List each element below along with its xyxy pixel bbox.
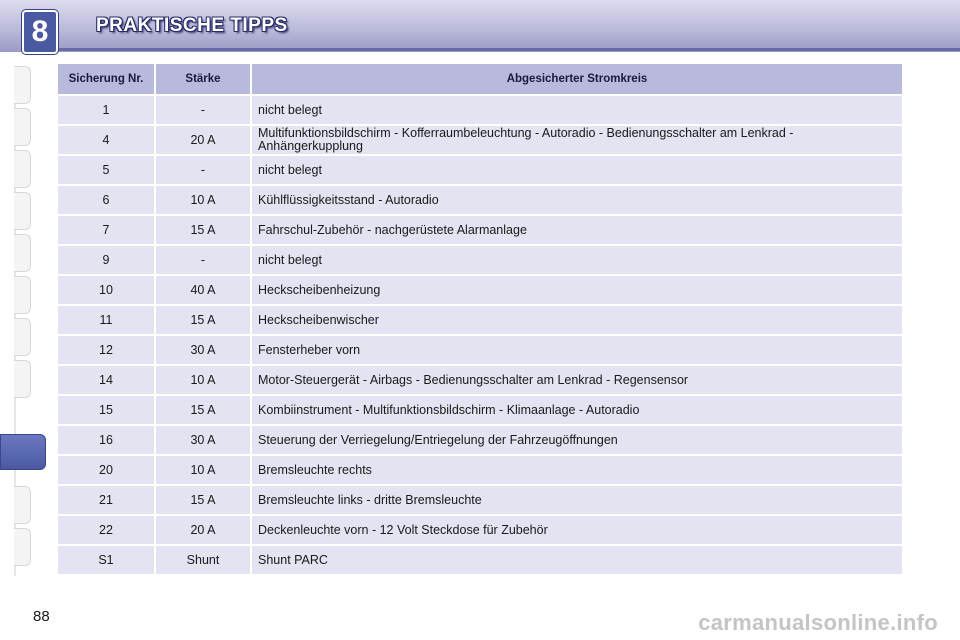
page-title: PRAKTISCHE TIPPS <box>96 15 288 36</box>
table-row <box>58 186 902 214</box>
cell-fuse-no: 5 <box>58 156 154 184</box>
cell-fuse-no: 15 <box>58 396 154 424</box>
chapter-tab[interactable] <box>14 108 31 146</box>
table-header-row <box>58 64 902 94</box>
column-header-fuse-no: Sicherung Nr. <box>58 64 154 94</box>
cell-circuit: Bremsleuchte links - dritte Bremsleuchte <box>252 486 902 514</box>
cell-rating: - <box>156 246 250 274</box>
cell-fuse-no: 21 <box>58 486 154 514</box>
header-divider <box>40 48 960 51</box>
cell-fuse-no: 4 <box>58 126 154 154</box>
table-row <box>58 246 902 274</box>
chapter-tab[interactable] <box>14 150 31 188</box>
cell-circuit: Kühlflüssigkeitsstand - Autoradio <box>252 186 902 214</box>
watermark: carmanualsonline.info <box>698 610 938 635</box>
cell-circuit: Fensterheber vorn <box>252 336 902 364</box>
cell-fuse-no: 10 <box>58 276 154 304</box>
page-number: 88 <box>33 608 50 625</box>
cell-fuse-no: 1 <box>58 96 154 124</box>
cell-circuit: Heckscheibenwischer <box>252 306 902 334</box>
cell-rating: 30 A <box>156 426 250 454</box>
table-row <box>58 276 902 304</box>
table-row <box>58 396 902 424</box>
table-row <box>58 486 902 514</box>
table-row <box>58 516 902 544</box>
cell-rating: 15 A <box>156 486 250 514</box>
cell-circuit: Kombiinstrument - Multifunktionsbildschirm - Klimaanlage - Autoradio <box>252 396 902 424</box>
cell-rating: 30 A <box>156 336 250 364</box>
chapter-tab[interactable] <box>14 360 31 398</box>
cell-circuit: nicht belegt <box>252 96 902 124</box>
cell-rating: 20 A <box>156 126 250 154</box>
chapter-tab[interactable] <box>14 234 31 272</box>
column-header-circuit: Abgesicherter Stromkreis <box>252 64 902 94</box>
cell-rating: 20 A <box>156 516 250 544</box>
cell-fuse-no: 7 <box>58 216 154 244</box>
chapter-tab[interactable] <box>14 318 31 356</box>
cell-rating: 40 A <box>156 276 250 304</box>
table-row <box>58 126 902 154</box>
cell-fuse-no: 16 <box>58 426 154 454</box>
table-row <box>58 306 902 334</box>
cell-circuit: Steuerung der Verriegelung/Entriegelung der Fahrzeugöffnungen <box>252 426 902 454</box>
cell-circuit: Heckscheibenheizung <box>252 276 902 304</box>
chapter-tab-active[interactable] <box>0 434 46 470</box>
chapter-tabs <box>14 66 32 576</box>
chapter-tab[interactable] <box>14 276 31 314</box>
cell-fuse-no: 11 <box>58 306 154 334</box>
cell-circuit: Shunt PARC <box>252 546 902 574</box>
cell-circuit: Fahrschul-Zubehör - nachgerüstete Alarmanlage <box>252 216 902 244</box>
cell-circuit: Multifunktionsbildschirm - Kofferraumbeleuchtung - Autoradio - Bedienungsschalter am Lenkrad - Anhängerkupplung <box>252 126 902 154</box>
table-row <box>58 426 902 454</box>
table-row <box>58 336 902 364</box>
cell-circuit: Bremsleuchte rechts <box>252 456 902 484</box>
cell-rating: 10 A <box>156 366 250 394</box>
cell-rating: - <box>156 156 250 184</box>
cell-fuse-no: 9 <box>58 246 154 274</box>
chapter-tab[interactable] <box>14 192 31 230</box>
cell-circuit: nicht belegt <box>252 156 902 184</box>
cell-rating: 15 A <box>156 306 250 334</box>
cell-rating: 10 A <box>156 456 250 484</box>
cell-rating: 15 A <box>156 216 250 244</box>
cell-rating: 10 A <box>156 186 250 214</box>
fuse-table <box>56 62 904 576</box>
cell-fuse-no: S1 <box>58 546 154 574</box>
chapter-tab[interactable] <box>14 66 31 104</box>
chapter-badge: 8 <box>22 10 58 54</box>
table-row <box>58 156 902 184</box>
cell-circuit: Deckenleuchte vorn - 12 Volt Steckdose für Zubehör <box>252 516 902 544</box>
chapter-tab[interactable] <box>14 486 31 524</box>
column-header-rating: Stärke <box>156 64 250 94</box>
table-row <box>58 456 902 484</box>
cell-fuse-no: 12 <box>58 336 154 364</box>
cell-rating: Shunt <box>156 546 250 574</box>
cell-rating: 15 A <box>156 396 250 424</box>
cell-rating: - <box>156 96 250 124</box>
table-row <box>58 216 902 244</box>
cell-fuse-no: 20 <box>58 456 154 484</box>
cell-circuit: Motor-Steuergerät - Airbags - Bedienungsschalter am Lenkrad - Regensensor <box>252 366 902 394</box>
cell-fuse-no: 22 <box>58 516 154 544</box>
table-row <box>58 96 902 124</box>
cell-fuse-no: 6 <box>58 186 154 214</box>
cell-fuse-no: 14 <box>58 366 154 394</box>
table-body <box>58 96 902 574</box>
cell-circuit: nicht belegt <box>252 246 902 274</box>
table-row <box>58 366 902 394</box>
table-row <box>58 546 902 574</box>
chapter-tab[interactable] <box>14 528 31 566</box>
